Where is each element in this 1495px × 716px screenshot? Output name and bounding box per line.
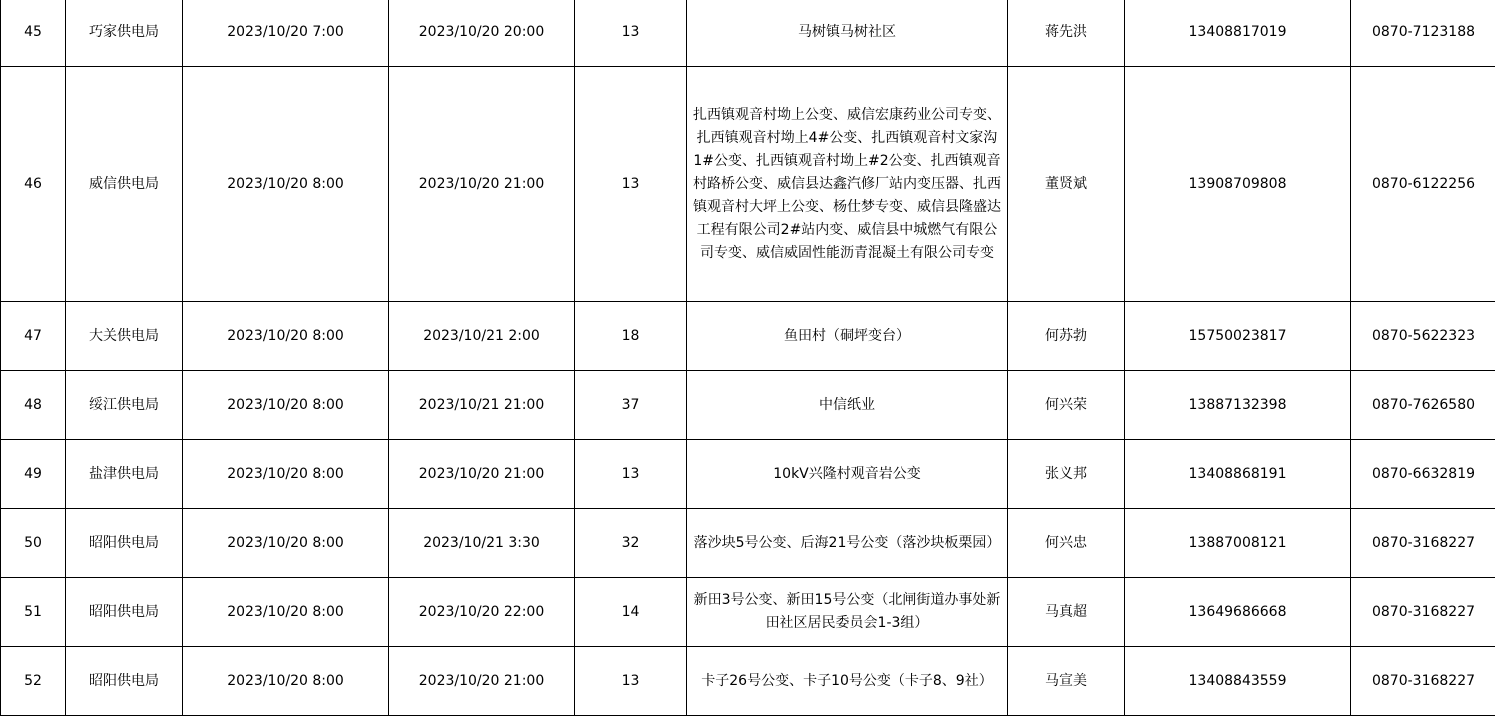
area-text: 鱼田村（硐坪变台） xyxy=(693,325,1001,348)
contact-cell: 马真超 xyxy=(1008,578,1125,647)
phone-cell: 0870-6122256 xyxy=(1351,67,1495,302)
bureau-cell: 昭阳供电局 xyxy=(66,647,183,716)
mobile-cell: 15750023817 xyxy=(1125,302,1351,371)
contact-cell: 蒋先洪 xyxy=(1008,0,1125,67)
area-cell xyxy=(687,67,1008,302)
area-cell xyxy=(687,647,1008,716)
contact-cell: 马宣美 xyxy=(1008,647,1125,716)
bureau-cell: 绥江供电局 xyxy=(66,371,183,440)
start-time-cell: 2023/10/20 7:00 xyxy=(183,0,389,67)
table-row xyxy=(1,371,1495,440)
start-time-cell: 2023/10/20 8:00 xyxy=(183,302,389,371)
phone-cell: 0870-3168227 xyxy=(1351,509,1495,578)
row-number: 52 xyxy=(1,647,66,716)
row-number: 46 xyxy=(1,67,66,302)
start-time-cell: 2023/10/20 8:00 xyxy=(183,647,389,716)
start-time-cell: 2023/10/20 8:00 xyxy=(183,509,389,578)
contact-cell: 何苏勃 xyxy=(1008,302,1125,371)
bureau-cell: 威信供电局 xyxy=(66,67,183,302)
row-number: 51 xyxy=(1,578,66,647)
table-row xyxy=(1,302,1495,371)
duration-cell: 13 xyxy=(575,440,687,509)
mobile-cell: 13408868191 xyxy=(1125,440,1351,509)
table-row xyxy=(1,578,1495,647)
mobile-cell: 13408817019 xyxy=(1125,0,1351,67)
phone-cell: 0870-3168227 xyxy=(1351,647,1495,716)
duration-cell: 14 xyxy=(575,578,687,647)
end-time-cell: 2023/10/21 3:30 xyxy=(389,509,575,578)
start-time-cell: 2023/10/20 8:00 xyxy=(183,578,389,647)
duration-cell: 13 xyxy=(575,67,687,302)
area-cell xyxy=(687,509,1008,578)
end-time-cell: 2023/10/20 21:00 xyxy=(389,67,575,302)
area-cell xyxy=(687,0,1008,67)
table-row xyxy=(1,647,1495,716)
row-number: 47 xyxy=(1,302,66,371)
phone-cell: 0870-3168227 xyxy=(1351,578,1495,647)
phone-cell: 0870-6632819 xyxy=(1351,440,1495,509)
phone-cell: 0870-7626580 xyxy=(1351,371,1495,440)
contact-cell: 董贤斌 xyxy=(1008,67,1125,302)
area-cell xyxy=(687,371,1008,440)
end-time-cell: 2023/10/20 21:00 xyxy=(389,440,575,509)
duration-cell: 13 xyxy=(575,647,687,716)
bureau-cell: 大关供电局 xyxy=(66,302,183,371)
area-text: 卡子26号公变、卡子10号公变（卡子8、9社） xyxy=(693,670,1001,693)
bureau-cell: 昭阳供电局 xyxy=(66,509,183,578)
end-time-cell: 2023/10/20 20:00 xyxy=(389,0,575,67)
row-number: 48 xyxy=(1,371,66,440)
mobile-cell: 13887132398 xyxy=(1125,371,1351,440)
duration-cell: 18 xyxy=(575,302,687,371)
bureau-cell: 昭阳供电局 xyxy=(66,578,183,647)
row-number: 45 xyxy=(1,0,66,67)
row-number: 49 xyxy=(1,440,66,509)
area-cell xyxy=(687,302,1008,371)
area-text: 落沙块5号公变、后海21号公变（落沙块板栗园） xyxy=(693,532,1001,555)
duration-cell: 13 xyxy=(575,0,687,67)
contact-cell: 何兴忠 xyxy=(1008,509,1125,578)
end-time-cell: 2023/10/20 21:00 xyxy=(389,647,575,716)
phone-cell: 0870-7123188 xyxy=(1351,0,1495,67)
start-time-cell: 2023/10/20 8:00 xyxy=(183,440,389,509)
contact-cell: 何兴荣 xyxy=(1008,371,1125,440)
start-time-cell: 2023/10/20 8:00 xyxy=(183,371,389,440)
table-row xyxy=(1,509,1495,578)
phone-cell: 0870-5622323 xyxy=(1351,302,1495,371)
contact-cell: 张义邦 xyxy=(1008,440,1125,509)
mobile-cell: 13408843559 xyxy=(1125,647,1351,716)
row-number: 50 xyxy=(1,509,66,578)
table-row xyxy=(1,67,1495,302)
end-time-cell: 2023/10/21 2:00 xyxy=(389,302,575,371)
bureau-cell: 巧家供电局 xyxy=(66,0,183,67)
area-text: 新田3号公变、新田15号公变（北闸街道办事处新田社区居民委员会1-3组） xyxy=(693,589,1001,635)
bureau-cell: 盐津供电局 xyxy=(66,440,183,509)
start-time-cell: 2023/10/20 8:00 xyxy=(183,67,389,302)
end-time-cell: 2023/10/21 21:00 xyxy=(389,371,575,440)
area-text: 10kV兴隆村观音岩公变 xyxy=(693,463,1001,486)
mobile-cell: 13887008121 xyxy=(1125,509,1351,578)
area-cell xyxy=(687,440,1008,509)
table-row xyxy=(1,440,1495,509)
area-text: 中信纸业 xyxy=(693,394,1001,417)
area-text: 马树镇马树社区 xyxy=(693,21,1001,44)
mobile-cell: 13908709808 xyxy=(1125,67,1351,302)
duration-cell: 32 xyxy=(575,509,687,578)
table-row xyxy=(1,0,1495,67)
mobile-cell: 13649686668 xyxy=(1125,578,1351,647)
end-time-cell: 2023/10/20 22:00 xyxy=(389,578,575,647)
duration-cell: 37 xyxy=(575,371,687,440)
area-cell xyxy=(687,578,1008,647)
area-text: 扎西镇观音村坳上公变、威信宏康药业公司专变、扎西镇观音村坳上4#公变、扎西镇观音村文家沟1#公变、扎西镇观音村坳上#2公变、扎西镇观音村路桥公变、威信县达鑫汽修厂站内变压器、扎西镇观音村大坪上公变、杨仕梦专变、威信县隆盛达工程有限公司2#站内变、威信县中城燃气有限公司专变、威信威固性能沥青混凝土有限公司专变 xyxy=(693,104,1001,265)
